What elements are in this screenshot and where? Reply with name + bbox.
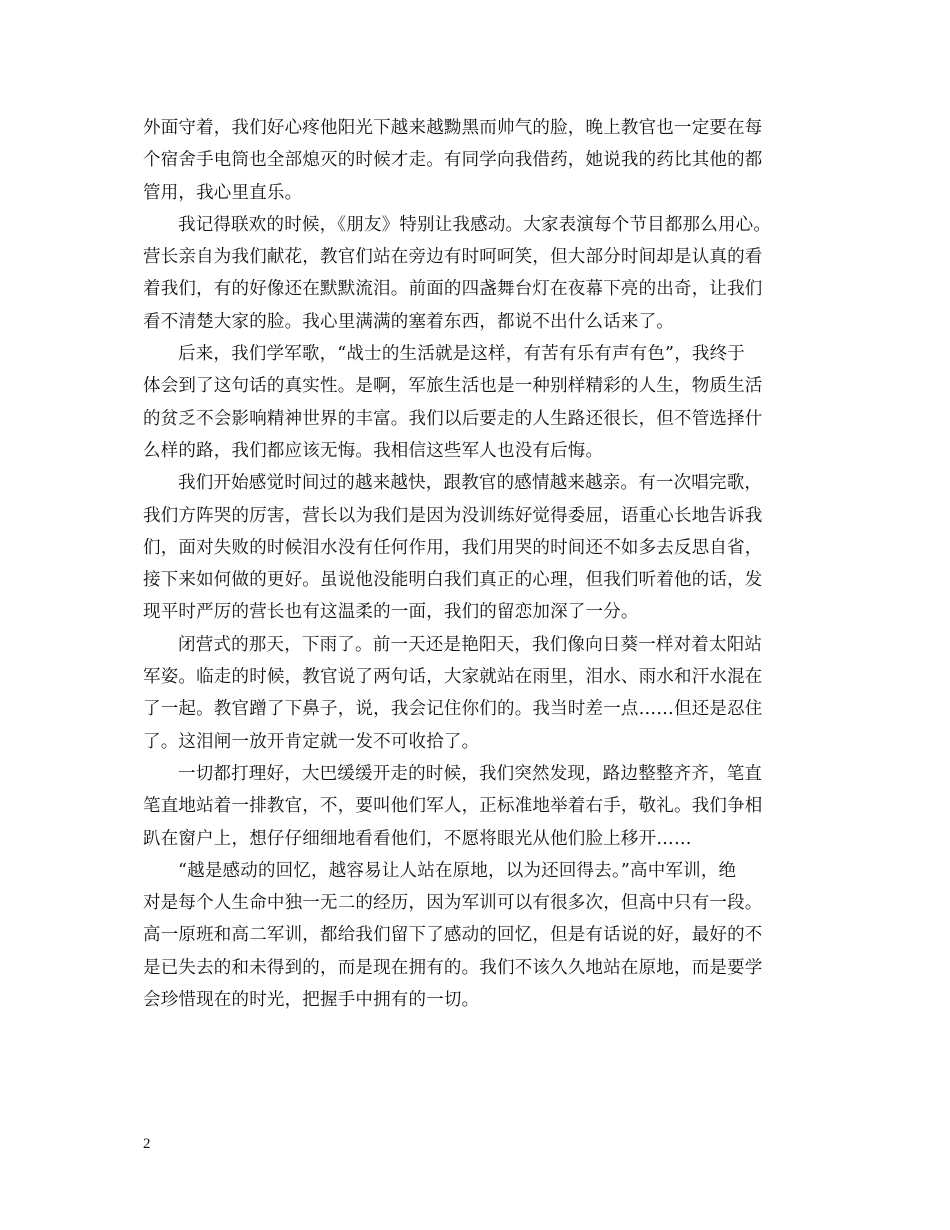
- paragraph-line: 我们开始感觉时间过的越来越快，跟教官的感情越来越亲。有一次唱完歌，: [178, 473, 763, 494]
- paragraph-line: 我们方阵哭的厉害，营长以为我们是因为没训练好觉得委屈，语重心长地告诉我: [143, 505, 763, 526]
- paragraph-line: 趴在窗户上，想仔仔细细地看看他们，不愿将眼光从他们脸上移开……: [143, 828, 692, 849]
- paragraph-line: 了一起。教官蹭了下鼻子，说，我会记住你们的。我当时差一点……但还是忍住: [143, 699, 763, 720]
- paragraph-line: 我记得联欢的时候，《朋友》特别让我感动。大家表演每个节目都那么用心。: [178, 214, 772, 235]
- paragraph-line: 们，面对失败的时候泪水没有任何作用，我们用哭的时间还不如多去反思自省，: [143, 537, 763, 558]
- paragraph-line: 会珍惜现在的时光，把握手中拥有的一切。: [143, 990, 480, 1011]
- paragraph-line: 么样的路，我们都应该无悔。我相信这些军人也没有后悔。: [143, 440, 604, 461]
- paragraph-line: 接下来如何做的更好。虽说他没能明白我们真正的心理，但我们听着他的话，发: [143, 570, 763, 591]
- paragraph-line: 对是每个人生命中独一无二的经历，因为军训可以有很多次，但高中只有一段。: [143, 893, 763, 914]
- body-text: [143, 112, 823, 1016]
- paragraph-line: 体会到了这句话的真实性。是啊，军旅生活也是一种别样精彩的人生，物质生活: [143, 376, 763, 397]
- paragraph-line: 是已失去的和未得到的，而是现在拥有的。我们不该久久地站在原地，而是要学: [143, 957, 763, 978]
- paragraph-line: 了。这泪闸一放开肯定就一发不可收拾了。: [143, 731, 480, 752]
- paragraph-line: 现平时严厉的营长也有这温柔的一面，我们的留恋加深了一分。: [143, 602, 639, 623]
- paragraph-line: 的贫乏不会影响精神世界的丰富。我们以后要走的人生路还很长，但不管选择什: [143, 408, 763, 429]
- paragraph-line: 管用，我心里直乐。: [143, 182, 303, 203]
- page-number: 2: [143, 1136, 151, 1152]
- paragraph-line: 看不清楚大家的脸。我心里满满的塞着东西，都说不出什么话来了。: [143, 311, 674, 332]
- paragraph-line: “越是感动的回忆，越容易让人站在原地，以为还回得去。”高中军训，绝: [178, 860, 737, 881]
- paragraph-line: 营长亲自为我们献花，教官们站在旁边有时呵呵笑，但大部分时间却是认真的看: [143, 247, 763, 268]
- paragraph-line: 着我们，有的好像还在默默流泪。前面的四盏舞台灯在夜幕下亮的出奇，让我们: [143, 279, 763, 300]
- paragraph-line: 外面守着，我们好心疼他阳光下越来越黝黑而帅气的脸，晚上教官也一定要在每: [143, 118, 763, 138]
- paragraph-line: 高一原班和高二军训，都给我们留下了感动的回忆，但是有话说的好，最好的不: [143, 925, 763, 946]
- paragraph-line: 笔直地站着一排教官，不，要叫他们军人，正标准地举着右手，敬礼。我们争相: [143, 796, 763, 817]
- paragraph-line: 个宿舍手电筒也全部熄灭的时候才走。有同学向我借药，她说我的药比其他的都: [143, 150, 763, 171]
- paragraph-line: 后来，我们学军歌，“战士的生活就是这样，有苦有乐有声有色”，我终于: [178, 344, 745, 365]
- paragraph-line: 军姿。临走的时候，教官说了两句话，大家就站在雨里，泪水、雨水和汗水混在: [143, 667, 763, 688]
- paragraph-line: 一切都打理好，大巴缓缓开走的时候，我们突然发现，路边整整齐齐，笔直: [178, 763, 763, 784]
- paragraph-line: 闭营式的那天，下雨了。前一天还是艳阳天，我们像向日葵一样对着太阳站: [178, 634, 763, 655]
